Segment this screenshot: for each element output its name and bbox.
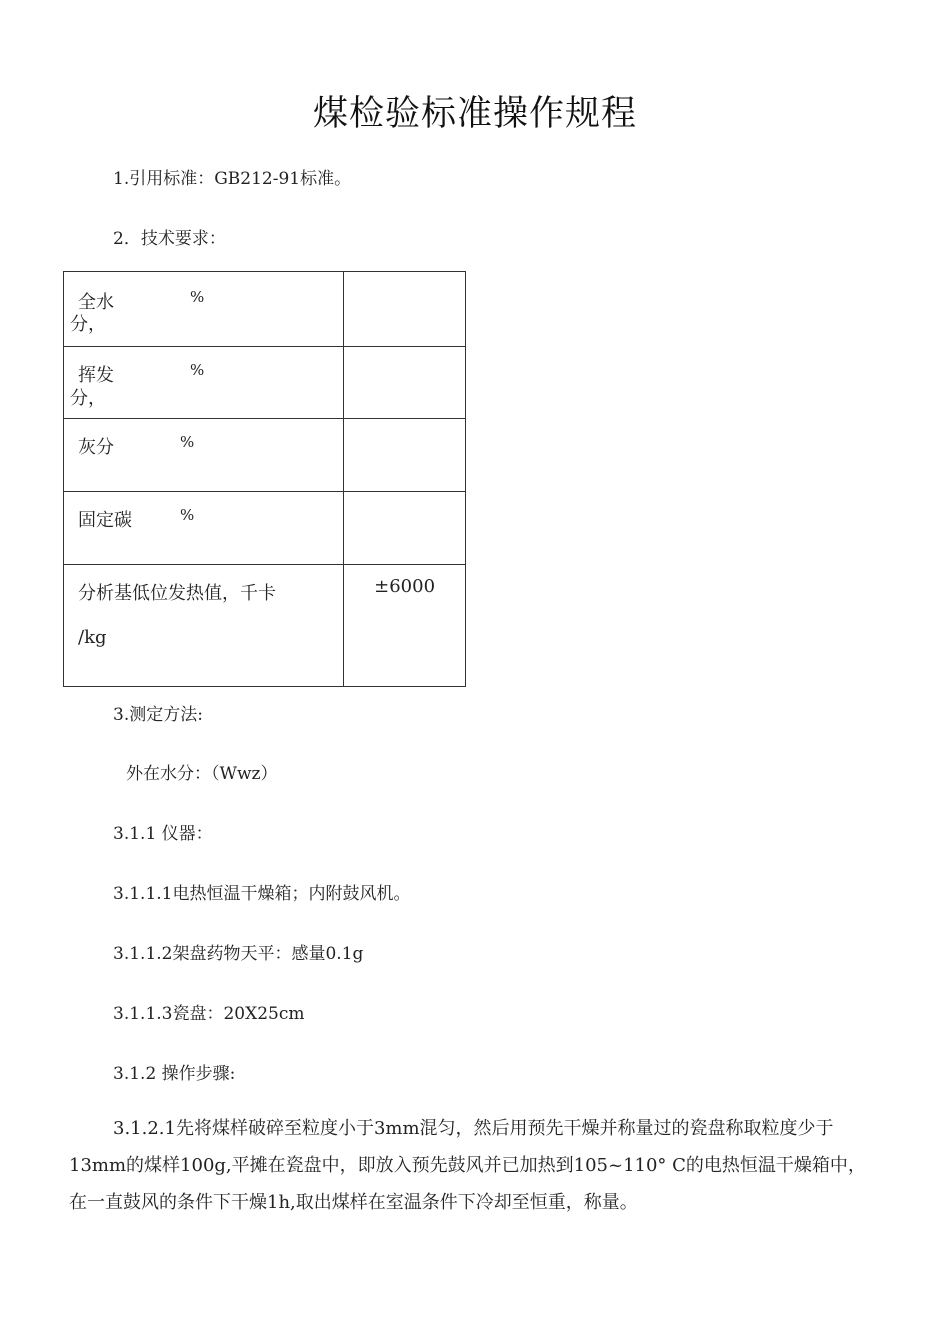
table-cell-name [64, 492, 344, 565]
row-unit: % [190, 288, 205, 306]
external-moisture-heading: 外在水分：（Wwz） [126, 764, 278, 784]
row-unit: % [190, 361, 205, 379]
table-cell-value [344, 419, 466, 492]
table-cell-value [344, 347, 466, 419]
table-row [64, 272, 466, 347]
row-name-line2: 分， [70, 314, 106, 335]
table-row [64, 419, 466, 492]
table-row [64, 347, 466, 419]
row-unit: % [180, 506, 195, 524]
section-3-1-1-instruments: 3.1.1 仪器： [113, 824, 213, 844]
section-2-technical-requirements: 2．技术要求： [113, 229, 226, 249]
table-cell-name [64, 565, 344, 687]
section-3-1-1-2-balance: 3.1.1.2架盘药物天平：感量0.1g [113, 944, 364, 964]
section-3-1-2-procedure: 3.1.2 操作步骤: [113, 1064, 236, 1084]
row-name-line1: 全水 [78, 292, 114, 313]
technical-requirements-table [63, 271, 466, 687]
document-title: 煤检验标准操作规程 [312, 94, 637, 134]
table-cell-value: ±6000 [344, 565, 466, 687]
section-3-1-1-3-porcelain-tray: 3.1.1.3瓷盘：20X25cm [113, 1004, 305, 1024]
table-cell-value [344, 492, 466, 565]
section-3-1-2-1-procedure-text: 3.1.2.1先将煤样破碎至粒度小于3mm混匀，然后用预先干燥并称量过的瓷盘称取粒度少于13mm的煤样100g,平摊在瓷盘中，即放入预先鼓风并已加热到105~110° C的电热恒温干燥箱中，在一直鼓风的条件下干燥1h,取出煤样在室温条件下冷却至恒重，称量。 [69, 1118, 866, 1213]
section-1-reference-standard: 1.引用标准：GB212-91标准。 [113, 169, 352, 189]
row-name-line2: /kg [78, 627, 107, 648]
table-row [64, 565, 466, 687]
row-name-line1: 分析基低位发热值，千卡 [78, 583, 276, 604]
row-name-line1: 灰分 [78, 437, 114, 458]
table-cell-name [64, 272, 344, 347]
section-3-1-1-1-drying-oven: 3.1.1.1电热恒温干燥箱；内附鼓风机。 [113, 884, 411, 904]
row-unit: % [180, 433, 195, 451]
section-3-test-method: 3.测定方法: [113, 705, 203, 725]
table-row [64, 492, 466, 565]
table-cell-name [64, 419, 344, 492]
table-cell-name [64, 347, 344, 419]
row-name-line2: 分， [70, 388, 106, 409]
table-cell-value [344, 272, 466, 347]
row-name-line1: 固定碳 [78, 510, 132, 531]
row-name-line1: 挥发 [78, 365, 114, 386]
